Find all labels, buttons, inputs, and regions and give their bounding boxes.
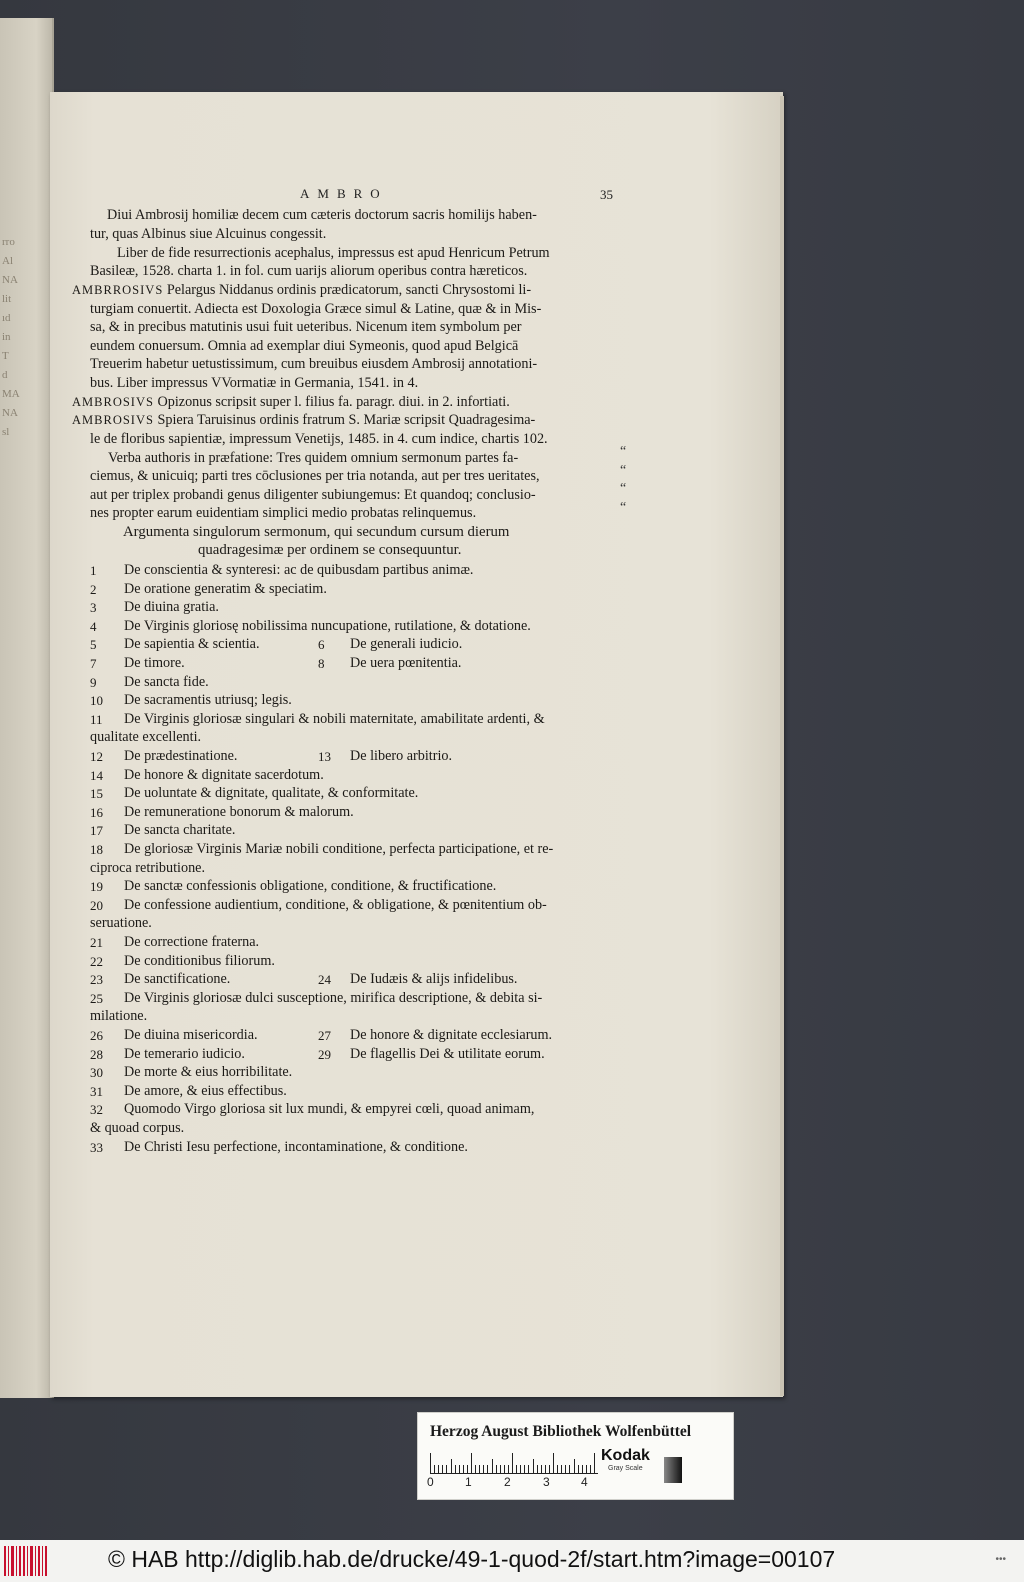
ruler-tick — [434, 1465, 435, 1473]
ruler-tick — [459, 1465, 460, 1473]
sermon-title: De sacramentis utriusq; legis. — [124, 692, 292, 709]
text-line: Basileæ, 1528. charta 1. in fol. cum uarijs aliorum operibus contra hæreticos. — [90, 263, 528, 279]
sermon-title-continued: milatione. — [90, 1008, 148, 1025]
ruler-tick — [508, 1465, 509, 1473]
sermon-title: De uera pœnitentia. — [350, 655, 462, 671]
sermon-title: De gloriosæ Virginis Mariæ nobili conditione, perfecta participatione, et re- — [124, 841, 554, 857]
barcode-bar — [19, 1546, 21, 1576]
text-span: Pelargus Niddanus ordinis prædicatorum, sancti Chrysostomi li- — [163, 282, 532, 298]
section-heading: Argumenta singulorum sermonum, qui secundum cursum dierum — [123, 524, 510, 540]
ghost-text: MA — [2, 388, 20, 400]
sermon-number: 1 — [90, 563, 97, 578]
quote-mark: “ — [620, 481, 627, 496]
ruler-tick — [541, 1465, 542, 1473]
ruler-tick — [496, 1465, 497, 1473]
sermon-number: 5 — [90, 637, 97, 653]
ghost-text: Al — [2, 255, 13, 267]
sermon-title-continued: ciproca retributione. — [90, 859, 206, 876]
ruler-tick — [520, 1465, 521, 1473]
author-name: AMBROSIVS — [72, 395, 154, 409]
text-line: aut per triplex probandi genus diligenter subiungemus: Et quandoq; conclusio- — [90, 487, 536, 503]
more-icon[interactable]: ••• — [995, 1554, 1006, 1565]
sermon-number: 28 — [90, 1046, 103, 1062]
sermon-title: De oratione generatim & speciatim. — [124, 580, 327, 597]
sermon-title: De flagellis Dei & utilitate eorum. — [350, 1045, 545, 1062]
sermon-number: 29 — [318, 1046, 331, 1062]
sermon-title: De sapientia & scientia. — [124, 636, 260, 653]
text-span: Spiera Taruisinus ordinis fratrum S. Mariæ scripsit Quadragesima- — [153, 412, 536, 428]
sermon-number: 21 — [90, 935, 103, 950]
ruler-tick — [467, 1465, 468, 1473]
text-line: Diui Ambrosij homiliæ decem cum cæteris doctorum sacris homilijs haben- — [107, 207, 537, 223]
ghost-text: T — [2, 350, 9, 362]
sermon-number: 7 — [90, 656, 97, 671]
sermon-title: De Virginis gloriosæ singulari & nobili maternitate, amabilitate ardenti, & — [124, 710, 545, 727]
barcode-bar — [23, 1546, 25, 1576]
text-line: le de floribus sapientiæ, impressum Venetijs, 1485. in 4. cum indice, chartis 102. — [90, 431, 548, 447]
quote-mark: “ — [620, 463, 627, 478]
ruler-tick — [442, 1465, 443, 1473]
ruler-tick — [446, 1465, 447, 1473]
text-line: tur, quas Albinus siue Alcuinus congessit. — [90, 226, 327, 242]
text-line: ciemus, & unicuiq; parti tres cōclusiones per tria notanda, aut per tres ueritates, — [90, 468, 540, 484]
ghost-text: rro — [2, 236, 15, 248]
ruler-tick — [528, 1465, 529, 1473]
ruler-number: 2 — [504, 1475, 511, 1489]
ghost-text: ıd — [2, 312, 11, 324]
sermon-number: 30 — [90, 1065, 103, 1081]
text-line: bus. Liber impressus VVormatiæ in Germania, 1541. in 4. — [90, 375, 419, 391]
sermon-title: De sanctificatione. — [124, 971, 231, 988]
ghost-text: d — [2, 369, 8, 381]
ruler-tick — [438, 1465, 439, 1473]
running-header: AMBRO — [300, 186, 388, 201]
sermon-title: De diuina gratia. — [124, 599, 219, 616]
sermon-number: 23 — [90, 972, 103, 988]
barcode-bar — [11, 1546, 14, 1576]
barcode-bar — [30, 1546, 33, 1576]
ruler-tick — [586, 1465, 587, 1473]
sermon-number: 2 — [90, 581, 97, 597]
sermon-title-continued: seruatione. — [90, 915, 152, 932]
sermon-number: 19 — [90, 879, 103, 895]
sermon-title: De prædestinatione. — [124, 748, 238, 764]
scale-ruler — [430, 1451, 598, 1474]
barcode-icon — [4, 1546, 46, 1576]
text-line: Treuerim habetur uetustissimum, cum breuibus eiusdem Ambrosij annotationi- — [90, 356, 538, 372]
gray-swatch — [664, 1457, 682, 1483]
sermon-title: De conditionibus filiorum. — [124, 952, 275, 969]
sermon-title: De timore. — [124, 655, 185, 671]
sermon-title: De sancta fide. — [124, 673, 209, 690]
barcode-bar — [35, 1546, 36, 1576]
text-span: Opizonus scripsit super l. filius fa. paragr. diui. in 2. infortiati. — [153, 394, 510, 410]
ruler-tick — [578, 1465, 579, 1473]
ruler-tick — [545, 1465, 546, 1473]
ruler-number: 1 — [465, 1475, 472, 1489]
sermon-title-continued: qualitate excellenti. — [90, 729, 202, 746]
sermon-title: De diuina misericordia. — [124, 1027, 258, 1043]
footer-bar — [0, 1540, 1024, 1582]
ruler-tick — [524, 1465, 525, 1473]
sermon-number: 24 — [318, 972, 331, 988]
copyright-url[interactable]: © HAB http://diglib.hab.de/drucke/49-1-quod-2f/start.htm?image=00107 — [108, 1546, 836, 1572]
barcode-bar — [4, 1546, 6, 1576]
page-number: 35 — [600, 187, 613, 202]
ruler-tick — [471, 1453, 472, 1473]
ruler-number: 4 — [581, 1475, 588, 1489]
sermon-number: 17 — [90, 823, 103, 839]
ruler-tick — [569, 1465, 570, 1473]
sermon-title: De uoluntate & dignitate, qualitate, & conformitate. — [124, 785, 419, 802]
ruler-number: 3 — [543, 1475, 550, 1489]
page-edge — [780, 96, 784, 1396]
author-name: AMBRROSIVS — [72, 283, 164, 297]
sermon-title-continued: & quoad corpus. — [90, 1120, 185, 1136]
sermon-title: De sanctæ confessionis obligatione, conditione, & fructificatione. — [124, 878, 497, 895]
text-line — [72, 412, 535, 429]
author-name: AMBROSIVS — [72, 413, 154, 427]
text-line: sa, & in precibus matutinis usui fuit ueteribus. Nicenum item symbolum per — [90, 319, 522, 335]
sermon-number: 31 — [90, 1083, 103, 1099]
sermon-number: 20 — [90, 897, 103, 913]
sermon-number: 26 — [90, 1028, 103, 1043]
ruler-tick — [455, 1465, 456, 1473]
text-line — [72, 282, 531, 299]
library-color-card — [417, 1412, 734, 1500]
text-line — [72, 394, 510, 411]
ruler-tick — [500, 1465, 501, 1473]
ruler-tick — [512, 1453, 513, 1473]
ruler-number: 0 — [427, 1475, 434, 1489]
text-line: Liber de fide resurrectionis acephalus, impressus est apud Henricum Petrum — [117, 245, 550, 261]
text-line: turgiam conuertit. Adiecta est Doxologia Græce simul & Latine, quæ & in Mis- — [90, 301, 542, 317]
sermon-title: De libero arbitrio. — [350, 748, 453, 764]
ruler-tick — [475, 1465, 476, 1473]
sermon-number: 14 — [90, 767, 103, 783]
sermon-number: 27 — [318, 1028, 331, 1043]
ruler-tick — [582, 1465, 583, 1473]
sermon-title: De temerario iudicio. — [124, 1045, 245, 1062]
sermon-title: De confessione audientium, conditione, & obligatione, & pœnitentium ob- — [124, 896, 547, 913]
kodak-logo: Kodak — [601, 1447, 650, 1464]
sermon-number: 6 — [318, 637, 325, 653]
sermon-number: 11 — [90, 711, 103, 727]
sermon-title: De sancta charitate. — [124, 822, 236, 839]
ruler-tick — [594, 1453, 595, 1473]
ruler-tick — [504, 1465, 505, 1473]
sermon-title: De honore & dignitate ecclesiarum. — [350, 1027, 553, 1043]
ghost-text: NA — [2, 407, 18, 419]
text-line: eundem conuersum. Omnia ad exemplar diui Symeonis, quod apud Belgicā — [90, 338, 519, 354]
ruler-tick — [565, 1465, 566, 1473]
text-line: nes propter earum euidentiam simplici medio probatas relinquemus. — [90, 505, 477, 521]
quote-mark: “ — [620, 444, 627, 459]
sermon-number: 3 — [90, 600, 97, 616]
barcode-bar — [27, 1546, 28, 1576]
ruler-tick — [553, 1453, 554, 1473]
ruler-tick — [537, 1465, 538, 1473]
sermon-number: 25 — [90, 990, 103, 1006]
sermon-title: De Virginis gloriosæ dulci susceptione, mirifica descriptione, & debita si- — [124, 989, 543, 1006]
ruler-tick — [463, 1465, 464, 1473]
ghost-text: sl — [2, 426, 10, 438]
sermon-title: De correctione fraterna. — [124, 934, 260, 950]
ruler-tick — [451, 1459, 452, 1473]
ruler-tick — [487, 1465, 488, 1473]
gray-scale-label: Gray Scale — [608, 1465, 643, 1472]
sermon-number: 32 — [90, 1102, 103, 1118]
sermon-title: De Christi Iesu perfectione, incontaminatione, & conditione. — [124, 1138, 468, 1155]
barcode-bar — [45, 1546, 47, 1576]
left-page-edge — [0, 18, 54, 1398]
library-name: Herzog August Bibliothek Wolfenbüttel — [430, 1423, 692, 1440]
ghost-text: in — [2, 331, 11, 343]
sermon-title: De honore & dignitate sacerdotum. — [124, 766, 324, 783]
ruler-tick — [483, 1465, 484, 1473]
sermon-number: 12 — [90, 749, 103, 764]
sermon-title: De conscientia & synteresi: ac de quibusdam partibus animæ. — [124, 562, 474, 578]
ruler-tick — [557, 1465, 558, 1473]
ruler-tick — [533, 1459, 534, 1473]
sermon-title: De amore, & eius effectibus. — [124, 1082, 287, 1099]
barcode-bar — [42, 1546, 43, 1576]
sermon-title: De generali iudicio. — [350, 636, 463, 653]
sermon-number: 15 — [90, 786, 103, 802]
quote-mark: “ — [620, 500, 627, 515]
sermon-number: 9 — [90, 674, 97, 690]
section-heading: quadragesimæ per ordinem se consequuntur. — [198, 542, 462, 558]
ruler-tick — [479, 1465, 480, 1473]
ghost-text: NA — [2, 274, 18, 286]
barcode-bar — [16, 1546, 17, 1576]
ruler-tick — [516, 1465, 517, 1473]
ghost-text: lit — [2, 293, 12, 305]
barcode-bar — [8, 1546, 9, 1576]
barcode-bar — [38, 1546, 40, 1576]
ruler-tick — [590, 1465, 591, 1473]
sermon-title: De morte & eius horribilitate. — [124, 1064, 293, 1081]
sermon-number: 8 — [318, 656, 325, 671]
ruler-tick — [549, 1465, 550, 1473]
sermon-title: De Iudæis & alijs infidelibus. — [350, 971, 518, 988]
ruler-tick — [561, 1465, 562, 1473]
text-line: Verba authoris in præfatione: Tres quidem omnium sermonum partes fa- — [108, 450, 519, 466]
ruler-tick — [492, 1459, 493, 1473]
sermon-title: De remuneratione bonorum & malorum. — [124, 803, 354, 820]
sermon-number: 22 — [90, 953, 103, 969]
sermon-number: 18 — [90, 842, 103, 857]
sermon-title: Quomodo Virgo gloriosa sit lux mundi, & empyrei cœli, quoad animam, — [124, 1101, 535, 1118]
sermon-number: 13 — [318, 749, 331, 764]
sermon-number: 10 — [90, 693, 103, 709]
sermon-number: 16 — [90, 804, 103, 820]
sermon-title: De Virginis gloriosę nobilissima nuncupatione, rutilatione, & dotatione. — [124, 617, 531, 634]
ruler-tick — [430, 1453, 431, 1473]
ruler-tick — [574, 1459, 575, 1473]
sermon-number: 4 — [90, 618, 97, 634]
sermon-number: 33 — [90, 1139, 103, 1155]
